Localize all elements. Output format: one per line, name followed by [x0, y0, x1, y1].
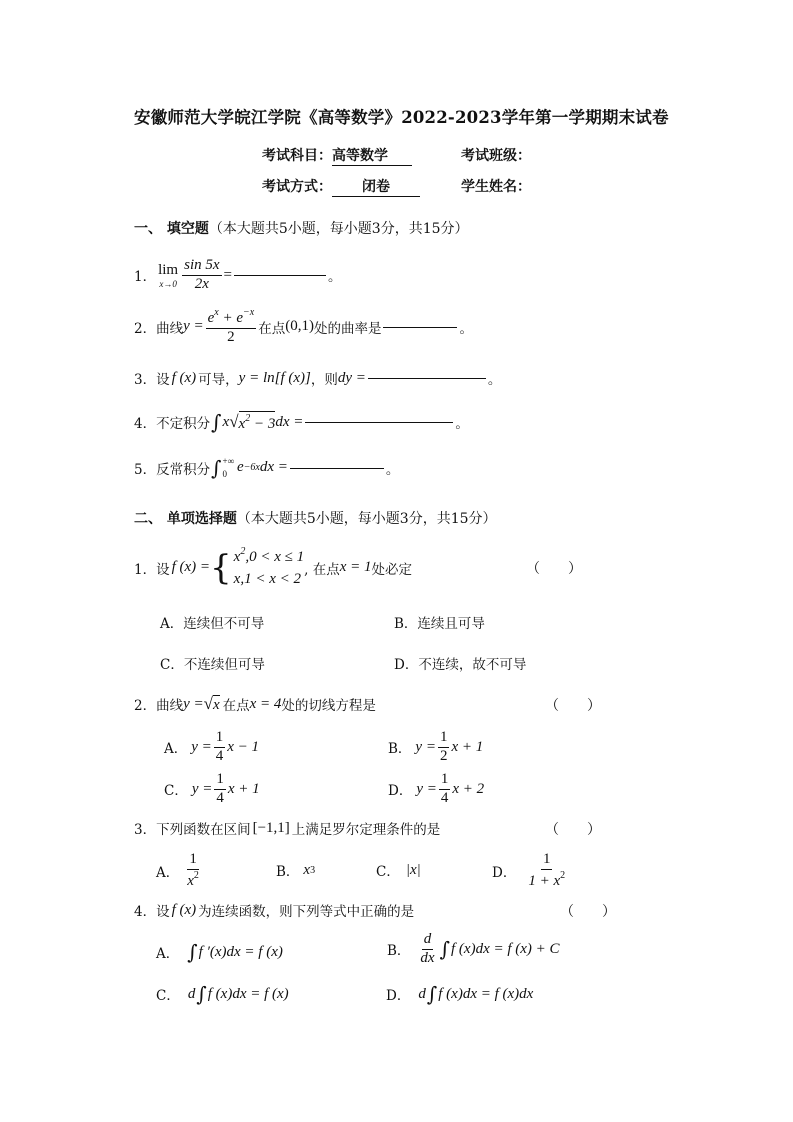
s2-q4-d-label: D． [386, 988, 411, 1004]
s2-q2-post: 处的切线方程是 [281, 698, 376, 714]
s2-q2-d-den: 4 [440, 789, 449, 806]
s1-q2-pre: 曲线 [156, 320, 184, 337]
s2-q3-a-label: A． [156, 864, 180, 881]
s2-q4-f: f (x) [171, 901, 197, 918]
s1-q5-upper: +∞ [222, 456, 235, 466]
s2-q3-post: 上满足罗尔定理条件的是 [291, 822, 441, 838]
s1-q5-limits [223, 455, 235, 480]
s2-q2-c-den: 4 [216, 789, 224, 806]
s2-q2-a-num: 1 [214, 730, 226, 748]
s2-q2-c-label: C． [164, 783, 188, 800]
s2-q3-number: 3． [134, 822, 157, 838]
s1-q2-e1: e [207, 310, 215, 326]
s2-q2-y: y = [183, 695, 204, 712]
s2-q1-number: 1． [134, 561, 157, 578]
s1-q3-mid2: ，则 [310, 372, 338, 388]
s2-q2-d-num: 1 [439, 772, 451, 790]
s1-q4-rad-x: x [238, 416, 246, 432]
s2-q1-post-mid: , 在点 [304, 561, 340, 578]
s1-q5-dx: dx = [259, 459, 288, 476]
s2-q2-number: 2． [134, 698, 157, 714]
s2-q2-option-c[interactable] [164, 772, 260, 807]
s2-q3-a-den-x: x [187, 872, 194, 889]
s2-q2-a-label: A． [164, 741, 188, 758]
s1-q3-expr: y = ln[f (x)] [238, 369, 311, 386]
s2-q1-f: f (x) = [171, 559, 211, 576]
s2-q2-b-tail: x + 1 [451, 738, 484, 755]
s2-q4-option-a[interactable] [156, 940, 283, 964]
s2-q2-b-label: B． [388, 741, 412, 758]
s2-q1-post: 处必定 [371, 561, 412, 578]
s2-q3-a-den-sup: 2 [193, 869, 199, 881]
s2-q1-option-c[interactable]: C．不连续但可导 [160, 657, 265, 673]
s2-q2-pre: 曲线 [156, 698, 184, 714]
s2-q3-b-label: B． [276, 864, 300, 880]
s2-q2-sqrt-sign: √ [203, 694, 213, 713]
s1-q2-post: 处的曲率是 [313, 320, 382, 337]
s1-q4-rad-tail: − 3 [250, 416, 276, 432]
s2-q2-a-pre: y = [191, 738, 212, 755]
section1-title: 一、 填空题 [134, 221, 209, 237]
s1-q2 [134, 308, 473, 346]
mode-label: 考试方式： [262, 179, 332, 195]
s1-q4-blank[interactable] [305, 421, 453, 423]
s2-q3-interval: [−1,1] [252, 819, 290, 836]
s2-q1-option-d[interactable]: D．不连续，故不可导 [394, 657, 527, 673]
s2-q4-c-integral: ∫ [196, 982, 207, 1006]
section2-title: 二、 单项选择题 [134, 511, 237, 527]
subject-value: 高等数学 [332, 145, 412, 166]
s1-q4-x: x [222, 413, 230, 430]
s2-q3-d-label: D． [492, 864, 517, 881]
s2-q4-option-d[interactable] [386, 982, 533, 1006]
s1-q1 [134, 258, 342, 293]
s1-q2-sup2: −x [243, 307, 255, 318]
s2-q2-a-den: 4 [215, 747, 224, 764]
s2-q4-post: 为连续函数，则下列等式中正确的是 [198, 904, 415, 920]
s2-q4-d-d: d [418, 985, 426, 1002]
s2-q4-d-integral: ∫ [426, 982, 438, 1006]
s2-q2-a-frac [214, 730, 226, 765]
mode-value: 闭卷 [332, 176, 420, 197]
s1-q2-plus-e: + e [218, 310, 244, 326]
s1-q4 [134, 410, 469, 434]
s2-q2-mid: 在点 [222, 698, 250, 714]
s2-q4-b-d: d [422, 932, 434, 950]
s2-q3-option-d[interactable] [492, 852, 569, 890]
s1-q2-fraction [206, 308, 257, 346]
exam-title: 安徽师范大学皖江学院《高等数学》2022-2023学年第一学期期末试卷 [134, 108, 669, 127]
s1-q3-pre: 设 [156, 372, 170, 388]
s1-q4-pre: 不定积分 [156, 416, 211, 432]
s2-q1-case1-tail: ,0 < x ≤ 1 [245, 549, 305, 565]
s2-q2-sqrt-x: x [212, 696, 220, 713]
s2-q2-b-num: 1 [438, 730, 450, 748]
s2-q3-a-frac [185, 852, 201, 890]
s2-q3-c-expr: |x| [405, 861, 421, 878]
s2-q1-case1 [234, 545, 304, 569]
s1-q2-mid: 在点 [258, 320, 286, 337]
s1-q3-dy: dy = [337, 369, 366, 386]
s1-q1-lim-sub: x→0 [159, 278, 177, 289]
s2-q1-xeq: x = 1 [339, 559, 372, 576]
subject-row [262, 145, 412, 166]
s1-q4-number: 4． [134, 416, 157, 432]
s2-q2-b-frac [438, 730, 450, 765]
s1-q5-end: 。 [385, 461, 400, 478]
s2-q4-c-d: d [187, 985, 196, 1002]
s1-q4-integral: ∫ [211, 410, 222, 434]
s2-q4-option-b[interactable] [387, 932, 560, 967]
s1-q3-blank[interactable] [368, 377, 486, 379]
s2-q3-option-b[interactable] [276, 860, 315, 880]
section1-heading [134, 218, 469, 238]
s2-q1-answer-paren[interactable]: （ ） [526, 561, 582, 577]
s2-q2-c-tail: x + 1 [227, 780, 260, 797]
s2-q4-c-expr: f (x)dx = f (x) [207, 985, 289, 1002]
s2-q4-d-expr: f (x)dx = f (x)dx [438, 985, 534, 1002]
s2-q4 [134, 900, 414, 920]
s1-q3-mid1: 可导， [198, 372, 239, 388]
s2-q3 [134, 818, 440, 838]
s2-q3-b-sup: 3 [310, 864, 316, 876]
s2-q3-d-num: 1 [541, 852, 553, 870]
s1-q1-numerator: sin 5x [182, 258, 221, 276]
s1-q5-e: e [237, 459, 244, 476]
s1-q4-radicand [239, 411, 276, 433]
s2-q4-pre: 设 [156, 904, 170, 920]
s2-q1-case2: x,1 < x < 2 [233, 570, 301, 587]
s1-q3-f: f (x) [171, 369, 197, 386]
s1-q4-dx: dx = [275, 413, 304, 430]
s2-q3-answer-paren[interactable]: （ ） [545, 822, 601, 838]
s2-q1-case1-sup: 2 [240, 546, 246, 557]
s1-q1-number: 1． [134, 269, 157, 286]
s1-q2-blank[interactable] [383, 326, 457, 328]
s2-q3-b-expr: x [303, 861, 311, 878]
s2-q2-answer-paren[interactable]: （ ） [545, 698, 601, 714]
s2-q2-xeq: x = 4 [249, 695, 282, 712]
s2-q4-b-integral: ∫ [439, 937, 451, 962]
s2-q4-b-expr: f (x)dx = f (x) + C [451, 940, 560, 957]
s2-q4-a-expr: f ′(x)dx = f (x) [198, 943, 283, 960]
s2-q3-option-c[interactable] [376, 860, 421, 880]
s2-q3-c-label: C． [376, 864, 400, 880]
s2-q2-a-tail: x − 1 [227, 738, 260, 755]
s2-q4-option-c[interactable] [156, 982, 289, 1006]
s1-q1-limit [158, 262, 178, 289]
s2-q2-option-d[interactable] [388, 772, 484, 807]
s1-q2-end: 。 [459, 320, 473, 337]
s2-q4-number: 4． [134, 904, 157, 920]
s1-q2-numerator [206, 308, 257, 329]
s1-q1-lim: lim [158, 261, 179, 278]
s2-q3-pre: 下列函数在区间 [156, 822, 251, 838]
s2-q4-b-label: B． [387, 943, 411, 960]
s1-q3 [134, 368, 501, 388]
s2-q4-a-integral: ∫ [187, 940, 198, 964]
s2-q3-d-den [526, 870, 567, 890]
mode-row [262, 176, 420, 197]
s2-q2-c-frac [214, 772, 226, 807]
s2-q2-d-tail: x + 2 [452, 780, 485, 797]
s1-q1-fraction [182, 258, 221, 293]
s1-q2-denominator: 2 [227, 328, 235, 345]
s2-q2-option-a[interactable] [164, 730, 259, 765]
s1-q5-e-sup: −6x [243, 462, 260, 474]
s2-q2-c-pre: y = [191, 780, 213, 797]
s1-q2-point: (0,1) [285, 318, 314, 335]
s1-q2-sup1: x [214, 307, 219, 318]
section2-heading [134, 508, 497, 528]
name-label: 学生姓名： [461, 179, 531, 195]
s2-q1 [134, 545, 412, 591]
s1-q1-blank[interactable] [234, 274, 326, 276]
s1-q2-y: y = [183, 318, 204, 335]
s1-q5 [134, 455, 399, 480]
s1-q3-end: 。 [487, 372, 502, 388]
s2-q4-b-dx: dx [420, 949, 435, 966]
s2-q3-a-num: 1 [187, 852, 199, 870]
s2-q4-a-label: A． [156, 946, 180, 962]
s2-q1-option-b[interactable]: B．连续且可导 [394, 616, 485, 632]
s2-q1-pre: 设 [156, 561, 170, 578]
section1-note: （本大题共5小题，每小题3分，共15分） [208, 221, 469, 237]
subject-label: 考试科目： [262, 148, 332, 164]
s1-q5-pre: 反常积分 [156, 461, 211, 478]
s2-q2-b-pre: y = [415, 738, 436, 755]
s1-q5-integral: ∫ [211, 455, 222, 480]
s1-q1-denominator: 2x [194, 275, 209, 292]
s2-q2-c-num: 1 [214, 772, 226, 790]
s1-q4-sqrt-sign: √ [229, 412, 239, 431]
s2-q2 [134, 694, 376, 714]
s1-q3-number: 3． [134, 372, 157, 388]
s1-q1-end: 。 [328, 269, 342, 286]
s1-q2-number: 2． [134, 320, 157, 337]
s2-q2-d-frac [439, 772, 451, 807]
s1-q5-blank[interactable] [290, 467, 384, 469]
s2-q3-a-den [185, 870, 201, 890]
section2-note: （本大题共5小题，每小题3分，共15分） [236, 511, 497, 527]
s1-q4-rad-sup: 2 [245, 413, 251, 424]
s2-q3-d-den-sup: 2 [560, 869, 566, 881]
s2-q3-d-den-expr: 1 + x [528, 872, 561, 889]
s1-q1-eq: = [223, 266, 232, 283]
s2-q4-c-label: C． [156, 988, 180, 1004]
class-label: 考试班级： [461, 148, 531, 164]
s2-q2-d-label: D． [388, 783, 413, 800]
s1-q5-number: 5． [134, 461, 157, 478]
s2-q1-cases [234, 545, 304, 591]
s2-q1-option-a[interactable]: A．连续但不可导 [160, 616, 265, 632]
s2-q2-option-b[interactable] [388, 730, 483, 765]
s2-q2-b-den: 2 [439, 747, 448, 764]
s2-q1-brace: { [210, 547, 232, 588]
s1-q4-end: 。 [455, 416, 469, 432]
s2-q1-case1-x: x [233, 549, 241, 565]
s1-q5-lower: 0 [222, 468, 228, 479]
s2-q3-d-frac [526, 852, 567, 890]
s2-q2-d-pre: y = [416, 780, 437, 797]
s2-q3-option-a[interactable] [156, 852, 203, 890]
s2-q4-b-frac [418, 932, 436, 967]
s2-q4-answer-paren[interactable]: （ ） [560, 904, 616, 920]
